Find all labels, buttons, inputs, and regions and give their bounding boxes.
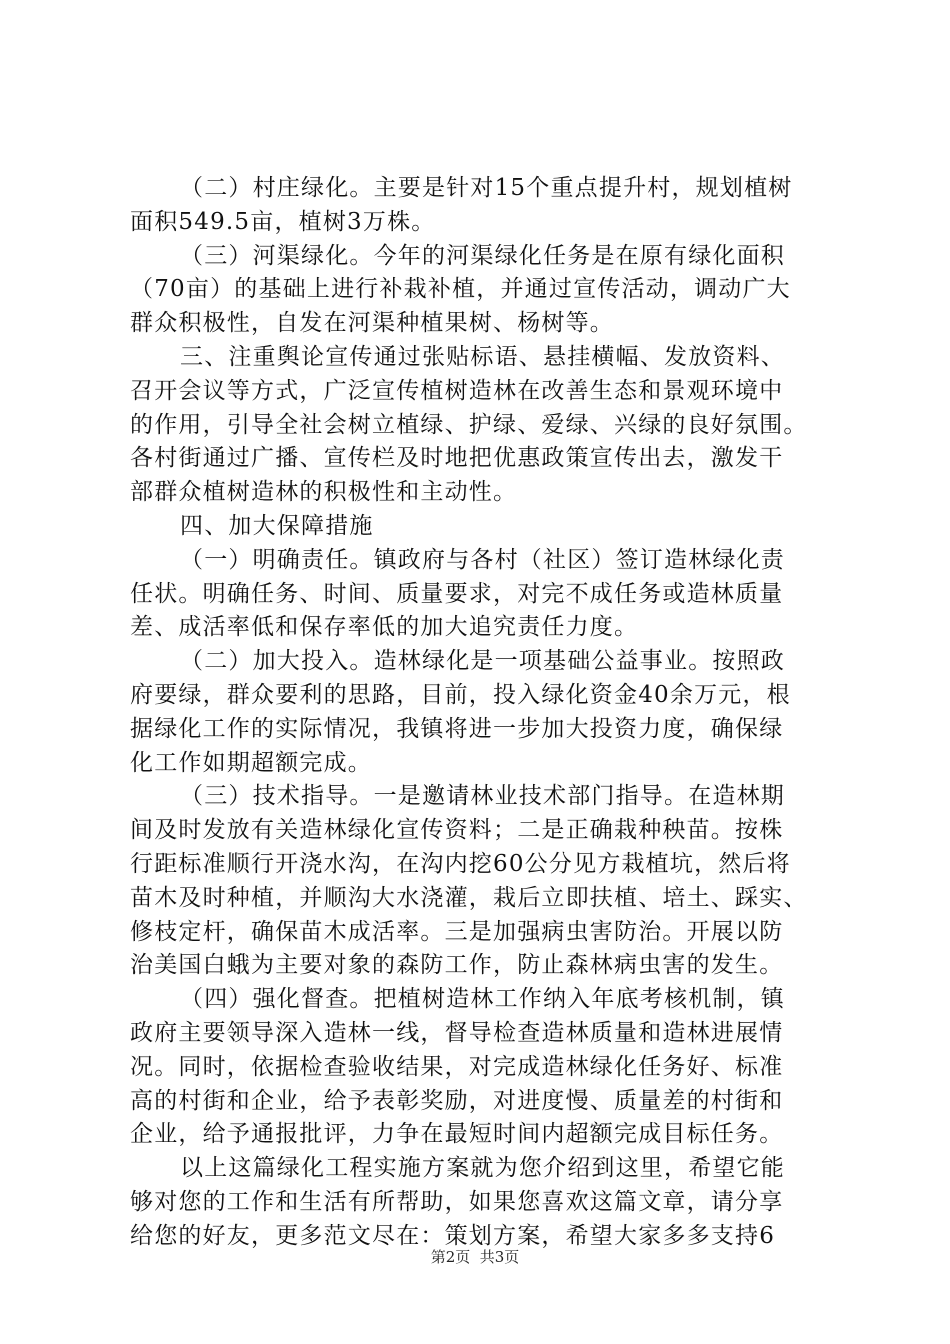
text-line: 群众积极性，自发在河渠种植果树、杨树等。 <box>130 310 614 337</box>
text-line: 部群众植树造林的积极性和主动性。 <box>130 479 518 506</box>
text-line: 差、成活率低和保存率低的加大追究责任力度。 <box>130 614 639 641</box>
text-line: 况。同时，依据检查验收结果，对完成造林绿化任务好、标准 <box>130 1053 784 1080</box>
text-line: （二）村庄绿化。主要是针对15个重点提升村，规划植树 <box>180 175 793 201</box>
text-line: 各村街通过广播、宣传栏及时地把优惠政策宣传出去，激发干 <box>130 445 784 472</box>
text-line: 政府主要领导深入造林一线，督导检查造林质量和造林进展情 <box>130 1019 784 1046</box>
text-line: 三、注重舆论宣传通过张贴标语、悬挂横幅、发放资料、 <box>180 343 785 370</box>
text-line: 四、加大保障措施 <box>180 512 374 539</box>
text-line: 苗木及时种植，并顺沟大水浇灌，栽后立即扶植、培土、踩实、 <box>130 884 808 911</box>
text-line: 以上这篇绿化工程实施方案就为您介绍到这里，希望它能 <box>180 1155 785 1182</box>
text-line: 化工作如期超额完成。 <box>130 749 372 776</box>
text-line: （三）技术指导。一是邀请林业技术部门指导。在造林期 <box>180 783 785 810</box>
text-line: 修枝定杆，确保苗木成活率。三是加强病虫害防治。开展以防 <box>130 918 784 945</box>
text-line: 行距标准顺行开浇水沟，在沟内挖60公分见方栽植坑，然后将 <box>130 850 791 877</box>
text-line: 间及时发放有关造林绿化宣传资料；二是正确栽种秧苗。按株 <box>130 817 784 844</box>
text-line: 治美国白蛾为主要对象的森防工作，防止森林病虫害的发生。 <box>130 952 784 979</box>
text-line: 据绿化工作的实际情况，我镇将进一步加大投资力度，确保绿 <box>130 715 784 742</box>
text-line: 够对您的工作和生活有所帮助，如果您喜欢这篇文章，请分享 <box>130 1188 784 1215</box>
text-line: （一）明确责任。镇政府与各村（社区）签订造林绿化责 <box>180 546 785 573</box>
text-line: 高的村街和企业，给予表彰奖励，对进度慢、质量差的村街和 <box>130 1087 784 1114</box>
text-line: （四）强化督查。把植树造林工作纳入年底考核机制，镇 <box>180 986 785 1013</box>
text-line: 面积549.5亩，植树3万株。 <box>130 208 436 235</box>
document-body <box>130 172 835 1254</box>
text-line: 召开会议等方式，广泛宣传植树造林在改善生态和景观环境中 <box>130 377 784 404</box>
text-line: 任状。明确任务、时间、质量要求，对完不成任务或造林质量 <box>130 580 784 607</box>
text-line: 府要绿，群众要利的思路，目前，投入绿化资金40余万元，根 <box>130 681 791 708</box>
text-line: （三）河渠绿化。今年的河渠绿化任务是在原有绿化面积 <box>180 242 785 269</box>
page-footer: 第2页 共3页 <box>430 1248 520 1266</box>
text-line: 企业，给予通报批评，力争在最短时间内超额完成目标任务。 <box>130 1121 784 1148</box>
text-line: 给您的好友，更多范文尽在：策划方案，希望大家多多支持6 <box>130 1222 776 1249</box>
text-line: （二）加大投入。造林绿化是一项基础公益事业。按照政 <box>180 648 785 675</box>
text-line: 的作用，引导全社会树立植绿、护绿、爱绿、兴绿的良好氛围。 <box>130 411 808 438</box>
text-line: （70亩）的基础上进行补栽补植，并通过宣传活动，调动广大 <box>130 276 791 303</box>
